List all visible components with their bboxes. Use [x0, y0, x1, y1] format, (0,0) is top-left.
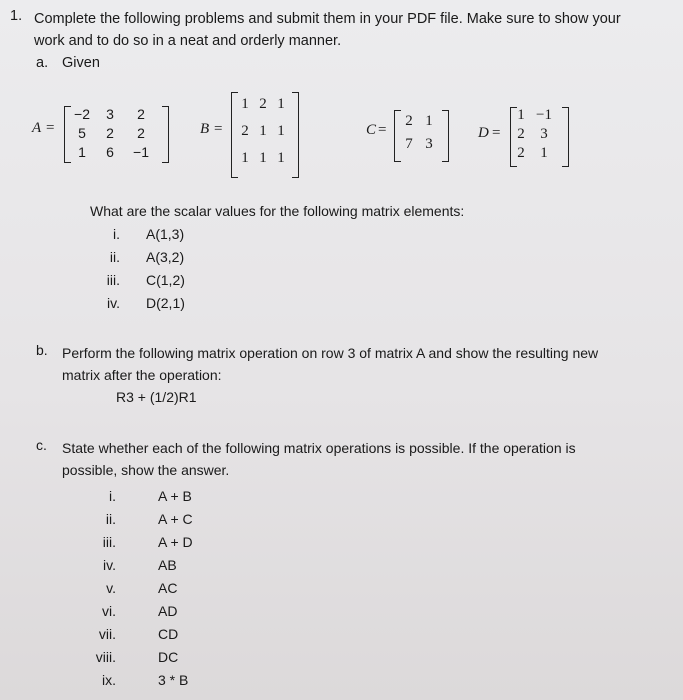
- part-c-item: A + B: [158, 488, 192, 504]
- part-c-label: c.: [36, 437, 47, 453]
- a-cell: 6: [106, 144, 114, 160]
- c-cell: 3: [425, 136, 433, 152]
- part-b-operation: R3 + (1/2)R1: [116, 389, 197, 405]
- matrix-c-right-bracket: [442, 110, 449, 162]
- part-a-item: D(2,1): [146, 295, 185, 311]
- matrix-c: [366, 108, 466, 164]
- part-c-line-2: possible, show the answer.: [62, 462, 230, 478]
- b-cell: 1: [259, 123, 267, 139]
- a-cell: 2: [137, 106, 145, 122]
- matrix-a-entries: [68, 106, 158, 160]
- part-c-line-1: State whether each of the following matrix operations is possible. If the operation is: [62, 440, 576, 456]
- a-cell: −2: [74, 106, 90, 122]
- part-a-question: What are the scalar values for the following matrix elements:: [90, 203, 465, 219]
- part-c-item: A + D: [158, 534, 193, 550]
- part-c-roman: ii.: [105, 511, 116, 527]
- part-c-item: AB: [158, 557, 177, 573]
- b-cell: 1: [277, 96, 285, 112]
- instruction-line-2: work and to do so in a neat and orderly manner.: [34, 33, 342, 49]
- matrix-d-entries: [513, 107, 559, 162]
- part-a-roman: iii.: [106, 272, 120, 288]
- matrix-c-name: C: [366, 122, 377, 138]
- matrix-d-right-bracket: [562, 107, 569, 167]
- matrix-a-name: A: [32, 120, 42, 136]
- a-cell: 1: [78, 144, 86, 160]
- instruction-line-1: Complete the following problems and submit them in your PDF file. Make sure to show your: [34, 11, 621, 27]
- c-cell: 1: [425, 113, 433, 129]
- b-cell: 1: [277, 150, 285, 166]
- a-cell: 2: [137, 125, 145, 141]
- part-a-given: Given: [62, 55, 100, 71]
- part-c-roman: iii.: [102, 534, 116, 550]
- part-a-item: A(1,3): [146, 226, 185, 242]
- part-a-roman: i.: [113, 226, 120, 242]
- b-cell: 1: [241, 96, 249, 112]
- part-c-roman: viii.: [95, 649, 116, 665]
- d-cell: −1: [536, 107, 552, 123]
- part-c-roman: v.: [106, 580, 116, 596]
- matrix-b-equals: =: [214, 121, 223, 137]
- part-c-roman: vi.: [102, 603, 116, 619]
- matrix-d-name: D: [478, 125, 489, 141]
- matrix-a-right-bracket: [162, 106, 169, 163]
- matrix-c-equals: =: [378, 122, 387, 138]
- d-cell: 1: [517, 107, 525, 123]
- matrix-c-entries: [399, 113, 439, 153]
- matrix-b: [198, 88, 318, 180]
- matrix-b-entries: [236, 96, 290, 167]
- part-b-line-2: matrix after the operation:: [62, 367, 222, 383]
- part-a-roman: iv.: [107, 295, 120, 311]
- b-cell: 2: [259, 96, 267, 112]
- part-a-item: A(3,2): [146, 249, 185, 265]
- matrix-d-equals: =: [492, 125, 501, 141]
- a-cell: 5: [78, 125, 86, 141]
- part-b-label: b.: [36, 342, 48, 358]
- part-c-item: DC: [158, 649, 179, 665]
- matrix-b-right-bracket: [292, 92, 299, 178]
- matrix-d: [478, 103, 588, 169]
- part-c-roman: ix.: [102, 672, 116, 688]
- part-a-roman: ii.: [109, 249, 120, 265]
- part-c-item: 3 * B: [158, 672, 189, 688]
- part-a-item: C(1,2): [146, 272, 185, 288]
- b-cell: 2: [241, 123, 249, 139]
- b-cell: 1: [241, 150, 249, 166]
- matrix-a-equals: =: [46, 120, 55, 136]
- part-b-line-1: Perform the following matrix operation on row 3 of matrix A and show the resulting new: [62, 345, 599, 361]
- d-cell: 3: [540, 126, 548, 142]
- a-cell: 3: [106, 106, 114, 122]
- part-c-roman: vii.: [98, 626, 116, 642]
- d-cell: 2: [517, 145, 525, 161]
- a-cell: 2: [106, 125, 114, 141]
- b-cell: 1: [277, 123, 285, 139]
- d-cell: 1: [540, 145, 548, 161]
- part-c-item: CD: [158, 626, 179, 642]
- part-a-label: a.: [36, 55, 49, 71]
- d-cell: 2: [517, 126, 525, 142]
- part-c-item: AC: [158, 580, 178, 596]
- c-cell: 2: [405, 113, 413, 129]
- b-cell: 1: [259, 150, 267, 166]
- part-c-roman: iv.: [103, 557, 116, 573]
- problem-number: 1.: [10, 8, 23, 24]
- a-cell: −1: [133, 144, 149, 160]
- c-cell: 7: [405, 136, 413, 152]
- part-c-roman: i.: [109, 488, 116, 504]
- matrix-b-name: B: [200, 121, 210, 137]
- matrix-a: [28, 100, 178, 170]
- part-c-item: AD: [158, 603, 178, 619]
- part-c-item: A + C: [158, 511, 193, 527]
